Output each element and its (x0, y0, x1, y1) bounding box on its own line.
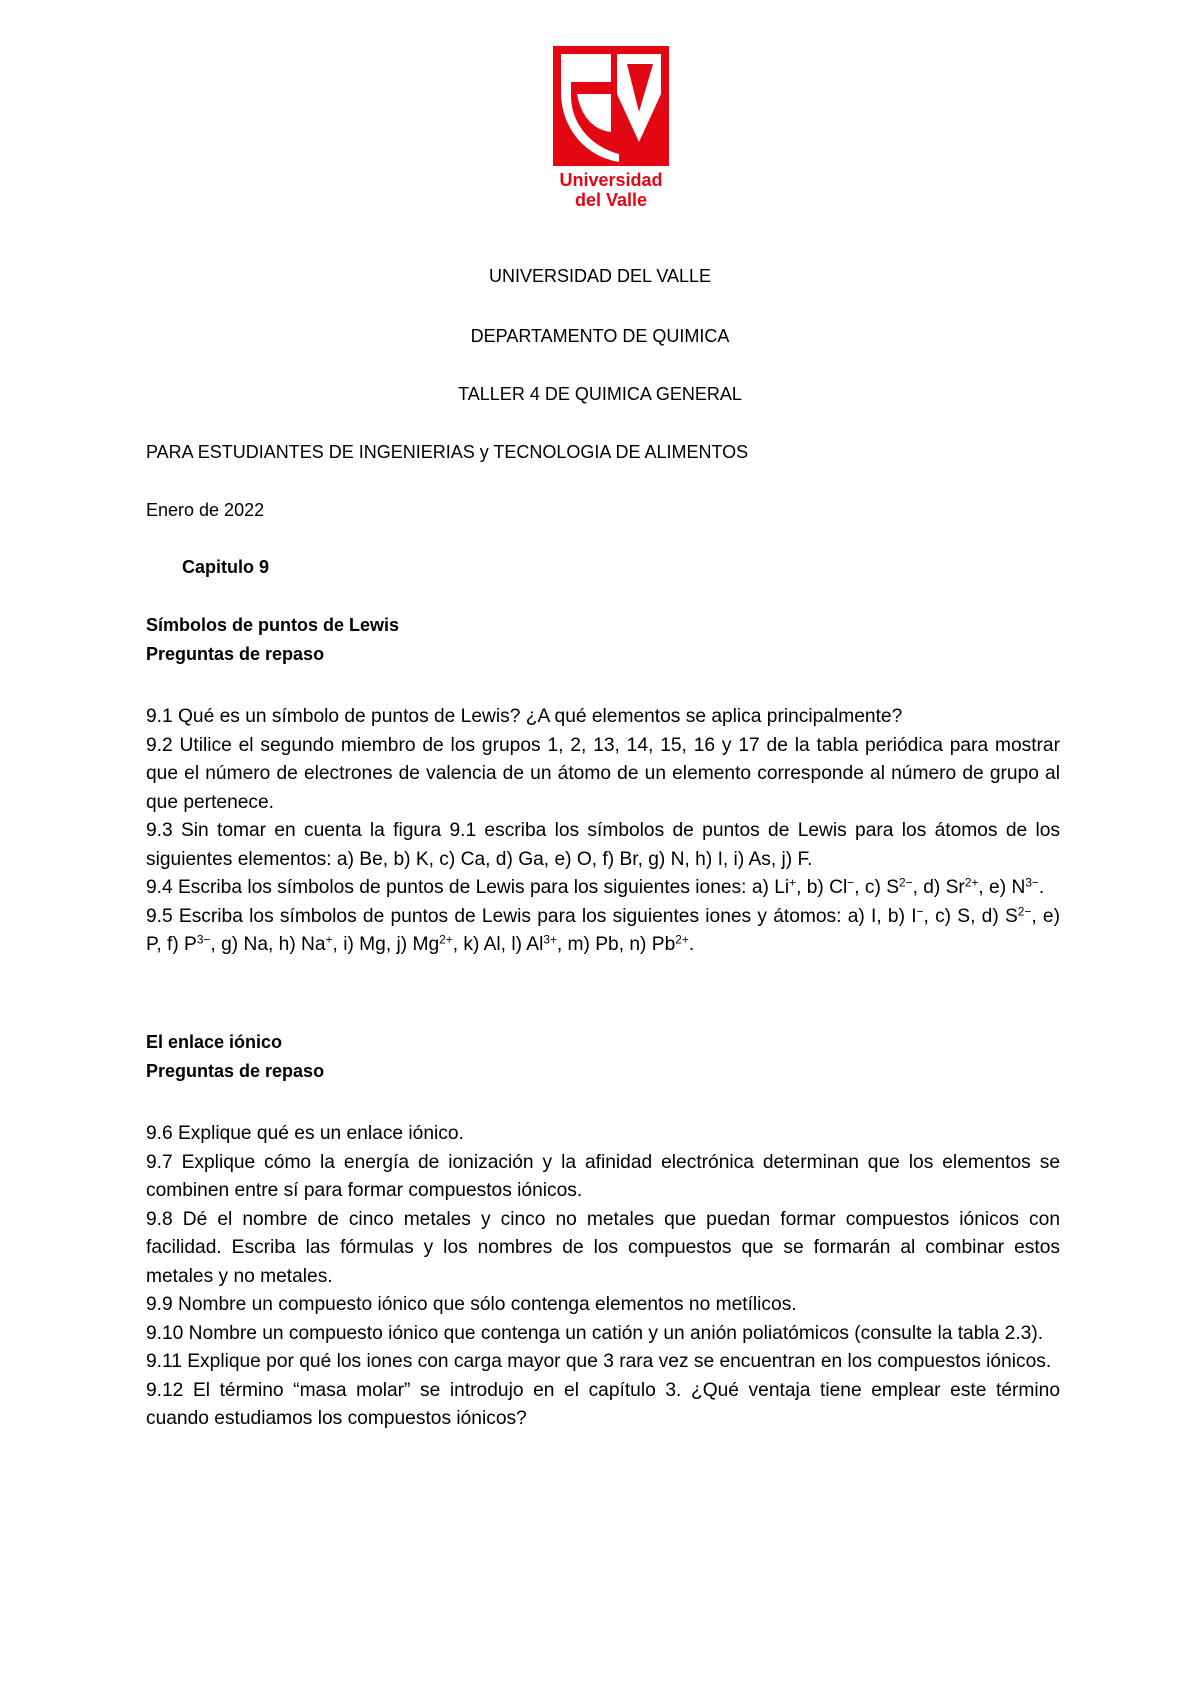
svg-text:del Valle: del Valle (574, 190, 648, 210)
section-1-questions (146, 703, 1060, 960)
university-name: UNIVERSIDAD DEL VALLE (488, 266, 712, 286)
section-2-subtitle: Preguntas de repaso (146, 1061, 325, 1081)
question-9-9: 9.9 Nombre un compuesto iónico que sólo contenga elementos no metílicos. (146, 1294, 797, 1315)
chapter-heading: Capitulo 9 (182, 557, 270, 577)
question-9-3: 9.3 Sin tomar en cuenta la figura 9.1 escriba los símbolos de puntos de Lewis para los átomos de los siguientes elementos: a) Be, b) K, c) Ca, d) Ga, e) O, f) Br, g) N, h) I, i) As, j) F. (146, 820, 1060, 870)
svg-text:Universidad: Universidad (559, 170, 663, 190)
workshop-title: TALLER 4 DE QUIMICA GENERAL (458, 384, 742, 404)
section-1-title: Símbolos de puntos de Lewis (146, 615, 400, 635)
universidad-del-valle-logo (553, 46, 669, 214)
question-9-8: 9.8 Dé el nombre de cinco metales y cinco no metales que puedan formar compuestos iónicos con facilidad. Escriba las fórmulas y los nombres de los compuestos que se formarán al combinar estos metales y no metales. (146, 1208, 1060, 1287)
question-9-6: 9.6 Explique qué es un enlace iónico. (146, 1123, 464, 1144)
section-1-subtitle: Preguntas de repaso (146, 644, 325, 664)
section-2-title: El enlace iónico (146, 1032, 283, 1052)
question-9-2: 9.2 Utilice el segundo miembro de los grupos 1, 2, 13, 14, 15, 16 y 17 de la tabla periódica para mostrar que el número de electrones de valencia de un átomo de un elemento corresponde al número de grupo al que pertenece. (146, 734, 1060, 813)
question-9-11: 9.11 Explique por qué los iones con carga mayor que 3 rara vez se encuentran en los compuestos iónicos. (146, 1351, 1052, 1372)
question-9-10: 9.10 Nombre un compuesto iónico que contenga un catión y un anión poliatómicos (consulte la tabla 2.3). (146, 1322, 1044, 1344)
date-line: Enero de 2022 (146, 500, 265, 520)
question-9-12: 9.12 El término “masa molar” se introdujo en el capítulo 3. ¿Qué ventaja tiene emplear este término cuando estudiamos los compuestos iónicos? (146, 1379, 1060, 1429)
question-9-5: 9.5 Escriba los símbolos de puntos de Lewis para los siguientes iones y átomos: a) I, b) I−, c) S, d) $S^{2-}$, e) P, f) $P^{3-}$, g) Na, h) Na+, i) Mg, j) $Mg^{2+}$, k) Al, l) $Al^{3+}$, m) Pb, n) $Pb^{2+}$. (146, 903, 1060, 955)
audience-line: PARA ESTUDIANTES DE INGENIERIAS y TECNOLOGIA DE ALIMENTOS (146, 442, 749, 462)
department-name: DEPARTAMENTO DE QUIMICA (470, 326, 730, 346)
question-9-1: 9.1 Qué es un símbolo de puntos de Lewis? ¿A qué elementos se aplica principalmente? (146, 706, 903, 727)
question-9-7: 9.7 Explique cómo la energía de ionización y la afinidad electrónica determinan que los elementos se combinen entre sí para formar compuestos iónicos. (146, 1151, 1060, 1201)
section-2-questions (146, 1120, 1060, 1434)
question-9-4: 9.4 Escriba los símbolos de puntos de Lewis para los siguientes iones: a) Li+, b) Cl−, c) $S^{2-}$, d) $Sr^{2+}$, e) $N^{3-}$. (146, 875, 1045, 898)
